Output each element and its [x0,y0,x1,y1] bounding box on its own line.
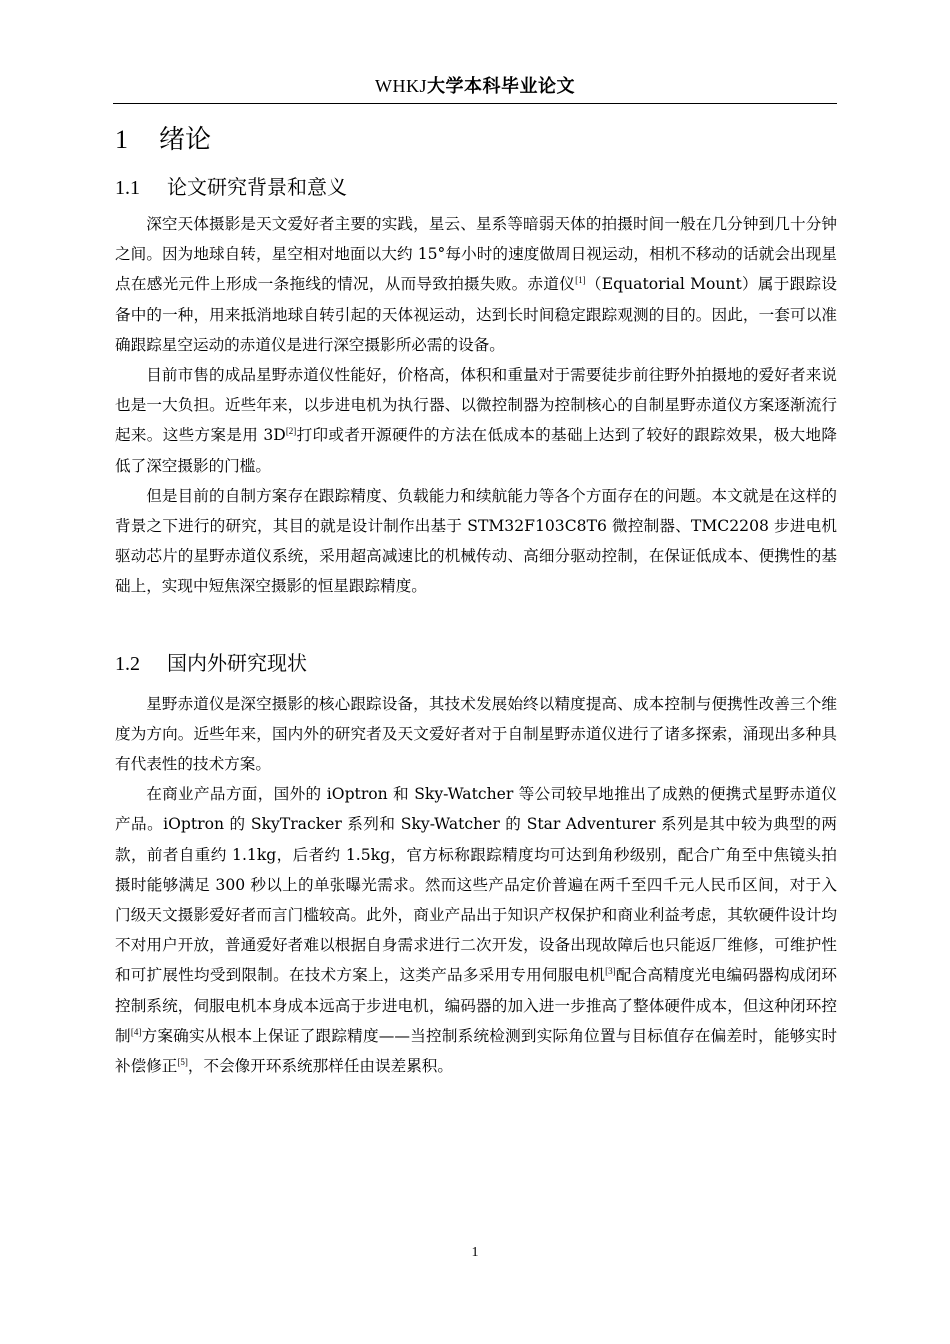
section-heading [115,648,837,679]
text-run: 打印或者开源硬件的方法在低成本的基础上达到了较好的跟踪效果，极大地降低了深空摄影的门槛。 [115,426,837,475]
header-prefix: WHKJ [375,76,427,96]
chapter-title: 绪论 [159,125,212,155]
header-title: 大学本科毕业论文 [427,76,575,97]
text-run: 目前市售的成品星野赤道仪性能好，价格高，体积和重量对于需要徒步前往野外拍摄地的爱好者来说也是一大负担。近些年来，以步进电机为执行器、以微控制器为控制核心的自制星野赤道仪方案逐渐流行起来。这些方案是用 3D [115,366,837,445]
section-title: 论文研究背景和意义 [167,175,347,199]
text-run: ，不会像开环系统那样任由误差累积。 [187,1057,453,1076]
section-number: 1.1 [115,177,140,199]
page-body [115,116,837,1081]
section-number: 1.2 [115,652,140,675]
text-run: 方案确实从根本上保证了跟踪精度——当控制系统检测到实际角位置与目标值存在偏差时，能够实时补偿修正 [115,1026,837,1076]
text-run: 深空天体摄影是天文爱好者主要的实践，星云、星系等暗弱天体的拍摄时间一般在几分钟到几十分钟之间。因为地球自转，星空相对地面以大约 15°每小时的速度做周日视运动，相机不移动的话就会出现星点在感光元件上形成一条拖线的情况，从而导致拍摄失败。赤道仪 [115,215,837,294]
text-run: 星野赤道仪是深空摄影的核心跟踪设备，其技术发展始终以精度提高、成本控制与便携性改善三个维度为方向。近些年来，国内外的研究者及天文爱好者对于自制星野赤道仪进行了诸多探索，涌现出多种具有代表性的技术方案。 [115,694,837,774]
citation-ref: [1] [575,275,586,286]
body-paragraph [115,360,837,481]
chapter-number: 1 [115,125,128,154]
citation-ref: [5] [177,1056,188,1067]
citation-ref: [4] [130,1026,142,1037]
body-paragraph [115,481,837,602]
citation-ref: [2] [285,426,297,437]
chapter-heading [115,120,837,160]
text-run: 但是目前的自制方案存在跟踪精度、负载能力和续航能力等各个方面存在的问题。本文就是在这样的背景之下进行的研究，其目的就是设计制作出基于 STM32F103C8T6 微控制器、TMC2208 步进电机驱动芯片的星野赤道仪系统，采用超高减速比的机械传动、高细分驱动控制，在保证低成本、便携性的基础上，实现中短焦深空摄影的恒星跟踪精度。 [115,486,837,596]
running-header [0,74,950,99]
text-run: 在商业产品方面，国外的 iOptron 和 Sky-Watcher 等公司较早地推出了成熟的便携式星野赤道仪产品。iOptron 的 SkyTracker 系列和 Sky-Watcher 的 Star Adventurer 系列是其中较为典型的两款，前者自重约 1.1kg，后者约 1.5kg，官方标称跟踪精度均可达到角秒级别，配合广角至中焦镜头拍摄时能够满足 300 秒以上的单张曝光需求。然而这些产品定价普遍在两千至四千元人民币区间，对于入门级天文摄影爱好者而言门槛较高。此外，商业产品出于知识产权保护和商业利益考虑，其软硬件设计均不对用户开放，普通爱好者难以根据自身需求进行二次开发，设备出现故障后也只能返厂维修，可维护性和可扩展性均受到限制。在技术方案上，这类产品多采用专用伺服电机 [115,785,837,985]
section-heading [115,172,837,203]
citation-ref: [3] [605,966,616,977]
body-paragraph [115,779,837,1081]
text-run: （Equatorial Mount）属于跟踪设备中的一种，用来抵消地球自转引起的天体视运动，达到长时间稳定跟踪观测的目的。因此，一套可以准确跟踪星空运动的赤道仪是进行深空摄影所必需的设备。 [115,275,837,354]
text-run: 配合高精度光电编码器构成闭环控制系统，伺服电机本身成本远高于步进电机，编码器的加入进一步推高了整体硬件成本，但这种闭环控制 [115,966,837,1045]
page-number: 1 [471,1245,479,1260]
body-paragraph [115,689,837,780]
header-rule [113,103,837,104]
section-title: 国内外研究现状 [167,650,307,675]
body-paragraph [115,209,837,360]
